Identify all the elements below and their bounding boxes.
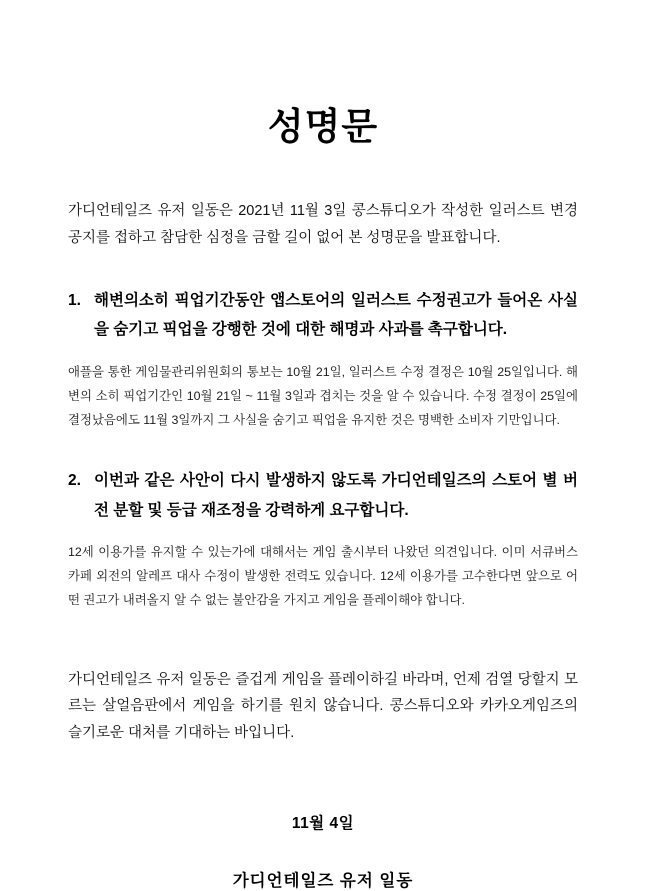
signature-name: 가디언테일즈 유저 일동	[232, 871, 414, 890]
signature-date: 11월 4일	[291, 814, 355, 832]
section-1-number: 1.	[68, 291, 81, 309]
demand-section-1	[68, 286, 578, 432]
section-2-number: 2.	[68, 472, 81, 490]
section-2-body: 12세 이용가를 유지할 수 있는가에 대해서는 게임 출시부터 나왔던 의견입니다. 이미 서큐버스 카페 외전의 알레프 대사 수정이 발생한 전력도 있습니다. 12세 이용가를 고수한다면 앞으로 어떤 권고가 내려올지 알 수 없는 불안감을 가지고 게임을 플레이해야 합니다.	[68, 544, 578, 608]
section-2-heading	[68, 466, 578, 525]
page-title: 성명문	[267, 106, 379, 147]
section-2-heading-text: 이번과 같은 사안이 다시 발생하지 않도록 가디언테일즈의 스토어 별 버전 분할 및 등급 재조정을 강력하게 요구합니다.	[94, 472, 578, 519]
demand-section-2	[68, 466, 578, 612]
signature-block	[68, 811, 578, 891]
section-1-heading-text: 해변의소히 픽업기간동안 앱스토어의 일러스트 수정권고가 들어온 사실을 숨기고 픽업을 강행한 것에 대한 해명과 사과를 촉구합니다.	[94, 291, 578, 339]
intro-paragraph: 가디언테일즈 유저 일동은 2021년 11월 3일 콩스튜디오가 작성한 일러스트 변경 공지를 접하고 참담한 심정을 금할 길이 없어 본 성명문을 발표합니다.	[68, 203, 578, 246]
closing-paragraph: 가디언테일즈 유저 일동은 즐겁게 게임을 플레이하길 바라며, 언제 검열 당할지 모르는 살얼음판에서 게임을 하기를 원치 않습니다. 콩스튜디오와 카카오게임즈의 슬기로운 대처를 기대하는 바입니다.	[68, 671, 578, 742]
section-1-body: 애플을 통한 게임물관리위원회의 통보는 10월 21일, 일러스트 수정 결정은 10월 25일입니다. 해변의 소히 픽업기간인 10월 21일 ~ 11월 3일과 겹치는 것을 알 수 있습니다. 수정 결정이 25일에 결정났음에도 11월 3일까지 그 사실을 숨기고 픽업을 유지한 것은 명백한 소비자 기만입니다.	[68, 364, 578, 427]
section-1-heading	[68, 286, 578, 345]
